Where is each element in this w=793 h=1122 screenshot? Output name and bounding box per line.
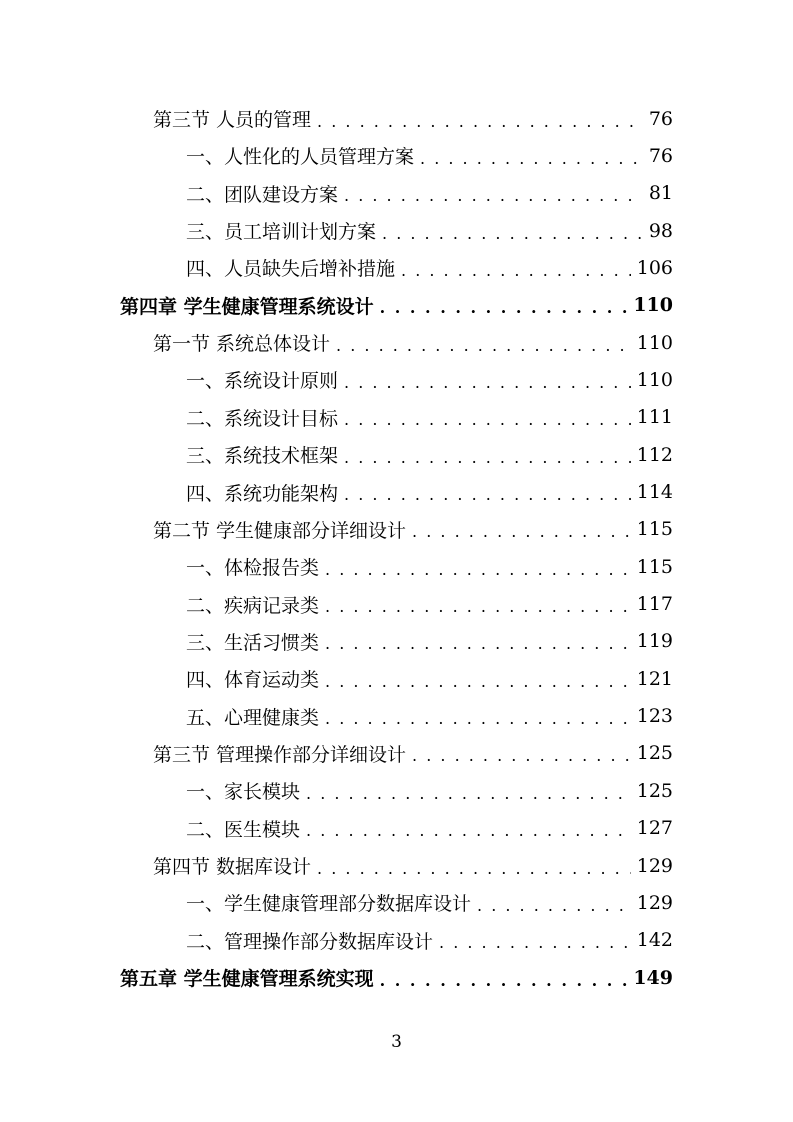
toc-dot-leader bbox=[344, 450, 631, 466]
toc-entry[interactable] bbox=[153, 324, 673, 361]
toc-entry-page: 112 bbox=[636, 443, 673, 466]
toc-entry-page: 121 bbox=[636, 667, 673, 690]
toc-entry[interactable] bbox=[186, 474, 673, 511]
toc-entry[interactable] bbox=[186, 361, 673, 398]
toc-dot-leader bbox=[380, 973, 628, 989]
toc-entry-page: 142 bbox=[636, 929, 673, 952]
toc-entry[interactable] bbox=[186, 922, 673, 959]
toc-dot-leader bbox=[336, 338, 631, 354]
toc-entry-page: 129 bbox=[636, 891, 673, 914]
toc-entry-page: 115 bbox=[636, 518, 673, 541]
toc-entry[interactable] bbox=[186, 623, 673, 660]
toc-entry[interactable] bbox=[186, 137, 673, 174]
toc-entry-title: 第四章 学生健康管理系统设计 bbox=[120, 295, 374, 318]
toc-entry-title: 第五章 学生健康管理系统实现 bbox=[120, 968, 374, 991]
toc-entry-page: 149 bbox=[633, 966, 673, 989]
toc-entry[interactable] bbox=[186, 884, 673, 921]
toc-entry-page: 110 bbox=[636, 368, 673, 391]
toc-dot-leader bbox=[325, 562, 631, 578]
toc-entry-page: 125 bbox=[636, 779, 673, 802]
toc-entry-title: 一、人性化的人员管理方案 bbox=[186, 146, 415, 169]
toc-entry-title: 第四节 数据库设计 bbox=[153, 856, 312, 878]
toc-dot-leader bbox=[344, 412, 631, 428]
toc-entry-title: 三、系统技术框架 bbox=[186, 445, 339, 468]
toc-entry-title: 五、心理健康类 bbox=[186, 706, 320, 729]
toc-dot-leader bbox=[317, 861, 631, 877]
toc-entry-title: 三、员工培训计划方案 bbox=[186, 221, 377, 244]
toc-entry-page: 98 bbox=[648, 219, 673, 242]
toc-dot-leader bbox=[344, 487, 631, 503]
toc-entry-page: 106 bbox=[636, 256, 673, 279]
toc-entry-page: 110 bbox=[633, 294, 673, 317]
toc-entry-title: 四、体育运动类 bbox=[186, 669, 320, 692]
toc-dot-leader bbox=[325, 674, 631, 690]
toc-entry-title: 二、系统设计目标 bbox=[186, 407, 339, 430]
toc-dot-leader bbox=[344, 375, 631, 391]
toc-entry-title: 三、生活习惯类 bbox=[186, 631, 320, 654]
toc-dot-leader bbox=[439, 935, 631, 951]
toc-entry[interactable] bbox=[186, 399, 673, 436]
toc-dot-leader bbox=[325, 711, 631, 727]
toc-entry-page: 125 bbox=[636, 742, 673, 765]
toc-entry-title: 一、体检报告类 bbox=[186, 557, 320, 580]
toc-entry[interactable] bbox=[186, 175, 673, 212]
toc-entry[interactable] bbox=[186, 212, 673, 249]
toc-entry-title: 第三节 管理操作部分详细设计 bbox=[153, 743, 407, 766]
toc-entry-page: 110 bbox=[636, 331, 673, 354]
toc-entry[interactable] bbox=[153, 735, 673, 772]
toc-entry[interactable] bbox=[186, 249, 673, 286]
toc-entry-page: 81 bbox=[648, 182, 673, 205]
toc-entry-page: 111 bbox=[636, 406, 673, 429]
toc-entry[interactable] bbox=[186, 436, 673, 473]
toc-dot-leader bbox=[325, 636, 631, 652]
toc-entry-title: 第三节 人员的管理 bbox=[153, 109, 312, 131]
toc-entry-title: 二、团队建设方案 bbox=[186, 183, 339, 206]
toc-entry[interactable] bbox=[153, 511, 673, 548]
toc-dot-leader bbox=[306, 823, 631, 839]
toc-entry-page: 76 bbox=[648, 107, 673, 130]
toc-dot-leader bbox=[317, 114, 643, 130]
toc-entry-title: 四、系统功能架构 bbox=[186, 482, 339, 505]
toc-entry[interactable] bbox=[186, 772, 673, 809]
toc-entry[interactable] bbox=[186, 810, 673, 847]
toc-dot-leader bbox=[380, 300, 628, 316]
toc-entry-page: 127 bbox=[636, 817, 673, 840]
toc-entry[interactable] bbox=[186, 548, 673, 585]
toc-entry[interactable] bbox=[153, 100, 673, 137]
toc-entry[interactable] bbox=[186, 698, 673, 735]
toc-entry-title: 第二节 学生健康部分详细设计 bbox=[153, 519, 407, 542]
toc-dot-leader bbox=[325, 599, 631, 615]
toc-dot-leader bbox=[344, 188, 643, 204]
toc-dot-leader bbox=[382, 226, 643, 242]
toc-entry-title: 一、家长模块 bbox=[186, 781, 301, 804]
toc-dot-leader bbox=[420, 151, 643, 167]
toc-entry-title: 二、疾病记录类 bbox=[186, 594, 320, 617]
toc-dot-leader bbox=[401, 263, 631, 279]
toc-entry[interactable] bbox=[153, 847, 673, 884]
toc-dot-leader bbox=[412, 524, 631, 540]
toc-entry-title: 二、管理操作部分数据库设计 bbox=[186, 930, 434, 953]
toc-entry-page: 115 bbox=[636, 555, 673, 578]
toc-dot-leader bbox=[306, 786, 631, 802]
toc-entry[interactable] bbox=[120, 287, 673, 324]
toc-entry-title: 四、人员缺失后增补措施 bbox=[186, 258, 396, 281]
toc-entry-page: 119 bbox=[636, 630, 673, 653]
toc-entry-page: 123 bbox=[636, 705, 673, 728]
toc-entry[interactable] bbox=[186, 660, 673, 697]
toc-entry-title: 第一节 系统总体设计 bbox=[153, 333, 331, 356]
page-number: 3 bbox=[391, 1032, 402, 1052]
toc-entry[interactable] bbox=[120, 959, 673, 996]
toc-entry-title: 二、医生模块 bbox=[186, 818, 301, 841]
toc-dot-leader bbox=[412, 748, 631, 764]
toc-entry-title: 一、学生健康管理部分数据库设计 bbox=[186, 893, 472, 916]
toc-entry-page: 117 bbox=[636, 593, 673, 616]
toc-entry-page: 129 bbox=[636, 854, 673, 877]
toc-entry[interactable] bbox=[186, 586, 673, 623]
toc-entry-page: 76 bbox=[648, 144, 673, 167]
toc-entry-title: 一、系统设计原则 bbox=[186, 370, 339, 393]
toc-dot-leader bbox=[477, 898, 631, 914]
toc-entry-page: 114 bbox=[636, 481, 673, 503]
